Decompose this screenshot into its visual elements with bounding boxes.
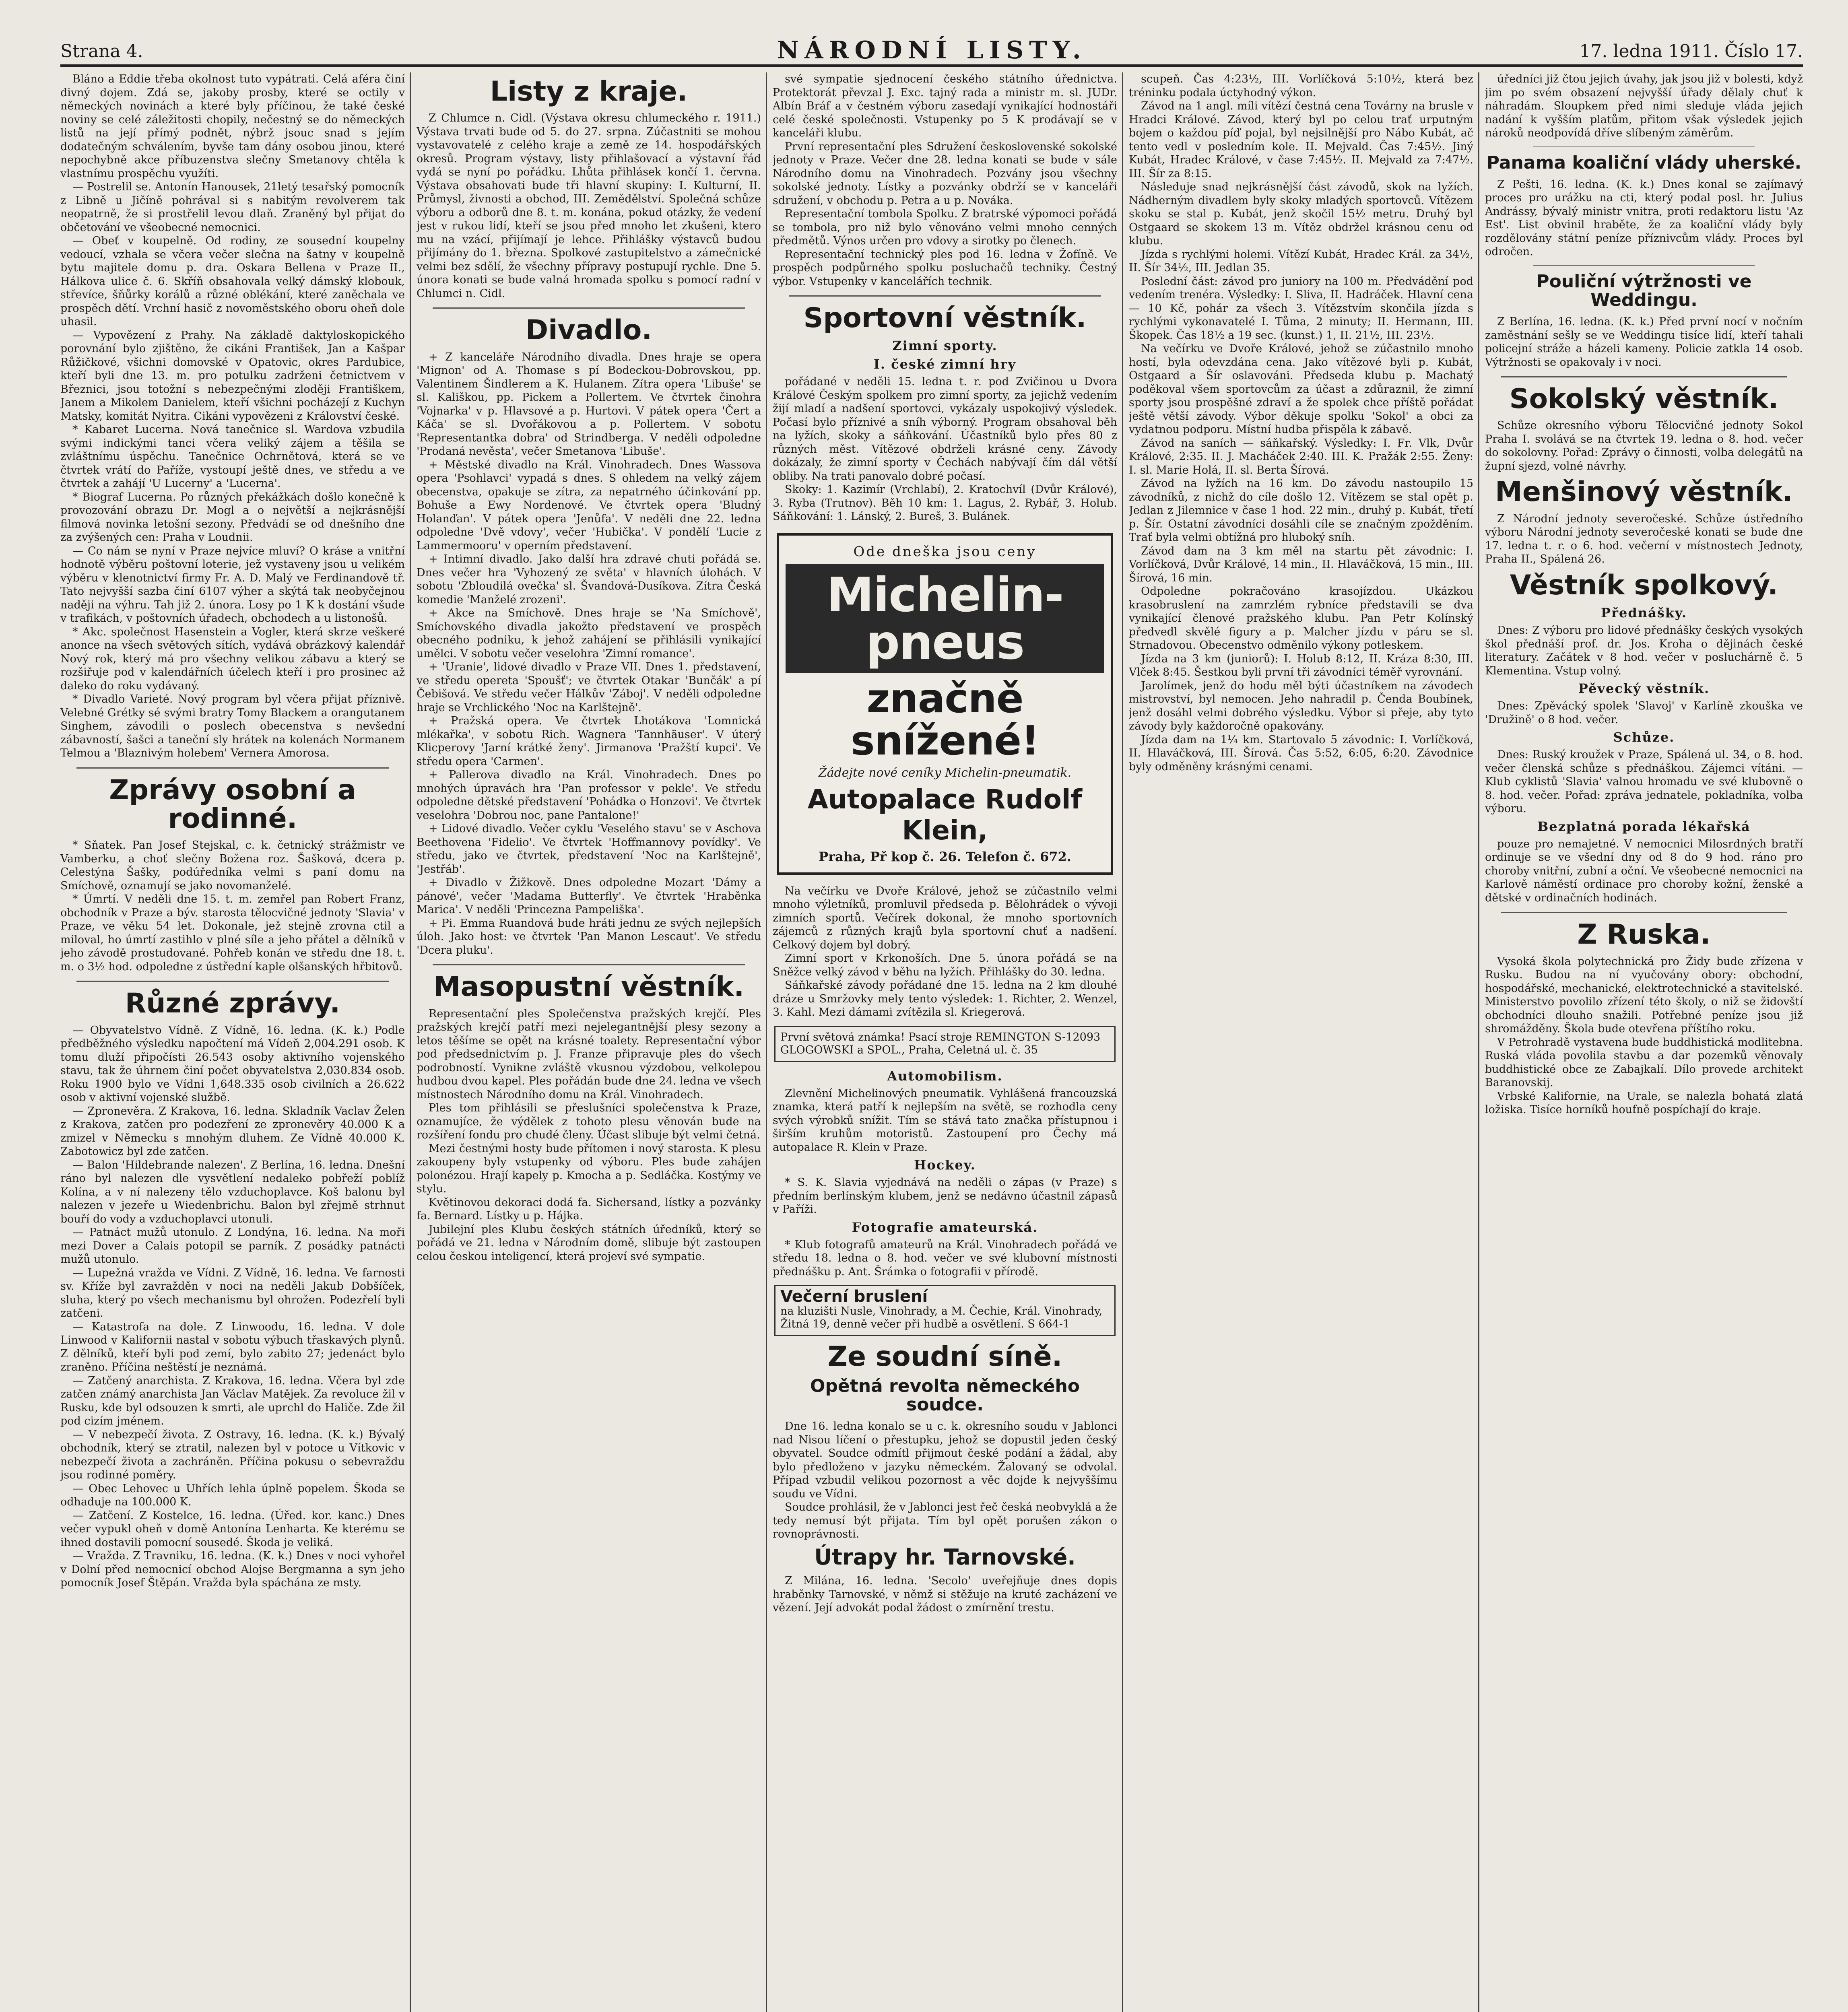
article-text: Jízda na 3 km (juniorů): I. Holub 8:12, II. Kráza 8:30, III. Vlček 8:45. Šestkou byli první tři závodníci téměř vyrovnání.	[1129, 652, 1473, 678]
column-1	[60, 72, 405, 2012]
column-3	[773, 72, 1117, 2012]
article-text: — Co nám se nyní v Praze nejvíce mluví? O kráse a vnitřní hodnotě výběru poštovní loterie, jež vystaveny jsou u velikém výběru v klenotnictví firmy Fr. A. D. Malý ve Ferdinandově tř. Tato nejvyšší sazba činí 6107 výher a skýtá tak neobyčejnou naději na výhru. Tah již 2. února. Losy po 1 K k dostání všude v trafikách, v poštovních úřadech, obchodech a u listonošů.	[60, 544, 405, 625]
article-text: Závod dam na 3 km měl na startu pět závodnic: I. Vorlíčková, Dvůr Králové, 14 min., II. Hlaváčková, 15 min., III. Šírová, 16 min.	[1129, 544, 1473, 584]
article-text: Sáňkařské závody pořádané dne 15. ledna na 2 km dlouhé dráze u Smržovky mely tento výsledek: 1. Richter, 2. Wenzel, 3. Kahl. Mezi dámami zvítězila sl. Kriegerová.	[773, 979, 1117, 1019]
ad-brand: Michelin-pneus	[786, 564, 1104, 673]
column-divider	[410, 72, 411, 2012]
article-text: + Pražská opera. Ve čtvrtek Lhotákova 'Lomnická mlékařka', v sobotu Rich. Wagnera 'Tannhäuser'. V úterý Klicperovy 'Jarní krátké ženy'. Jirmanova 'Pražští kupci'. Ve středu opera 'Carmen'.	[417, 715, 761, 768]
article-text: úředníci již čtou jejich úvahy, jak jsou již v bolesti, když jim po svém obsazení nejvyšší úřady dělaly chuť k náhradám. Sloupkem před nimi sleduje vláda jejich nadání k vyšším platům, přitom však výsledek jejich nároků neodpovídá dříve slíbeným záměrům.	[1485, 73, 1803, 139]
article-text: * Sňatek. Pan Josef Stejskal, c. k. četnický strážmistr ve Vamberku, a choť slečny Božena roz. Šašková, dcera p. Celestýna Šašky, podúředníka velmi s paní domu na Smíchově, oznamují se jako novomanželé.	[60, 839, 405, 892]
masthead	[60, 36, 1803, 64]
subheading-lectures: Přednášky.	[1601, 605, 1687, 621]
article-text: Závod na lyžích na 16 km. Do závodu nastoupilo 15 závodníků, z nichž do cíle došlo 12. Vítězem se stal opět p. Jedlan z Jilemnice v čase 1 hod. 22 min., druhý p. Kubát, třetí p. Šír. Ostatní závodníci dosáhli cíle se značným zpožděním. Trať byla velmi obtížná pro hluboký sníh.	[1129, 477, 1473, 544]
article-text: * Divadlo Varieté. Nový program byl včera přijat příznivě. Velebné Grétky sé svými bratry Tomy Blackem a orangutanem Singhem, závodili o poslech obecenstva s nevšední zábavností, šašci a taneční sly hrátek na kolenách Normanem Telmou a 'Blaznivým holebem' Vernera Amorosa.	[60, 693, 405, 759]
ad-text: na kluzišti Nusle, Vinohrady, a M. Čechie, Král. Vinohrady, Žitná 19, denně večer při hudbě a osvětlení. S 664-1	[780, 1305, 1103, 1331]
article-text: * Biograf Lucerna. Po různých překážkách došlo konečně k provozování obrazu Dr. Mogl a o největší a nejkrásnější filmová novinka letošní sezony. Předvádí se od dnešního dne za zvýšených cen: Praha v Loudnii.	[60, 491, 405, 544]
article-text: * Akc. společnost Hasenstein a Vogler, která skrze veškeré anonce na všech světových sítích, vydává obrázkový kalendář Nový rok, který má pro všechny velikou zábavu a který se rozšiřuje pod v kalendářních účelech kteří i pro prosinec až daleko do roku vydávaný.	[60, 625, 405, 692]
ad-text: První světová známka! Psací stroje REMINGTON S-12093 GLOGOWSKI a SPOL., Praha, Celetná ul. č. 35	[780, 1031, 1101, 1056]
article-text: + Pi. Emma Ruandová bude hráti jednu ze svých nejlepších úloh. Jako host: ve čtvrtek 'Pan Manon Lescaut'. Ve středu 'Dcera pluku'.	[417, 917, 761, 957]
article-text: Z Milána, 16. ledna. 'Secolo' uveřejňuje dnes dopis hraběnky Tarnovské, v němž si stěžuje na kruté zacházení ve vězení. Její advokát podal žádost o zmírnění trestu.	[773, 1575, 1117, 1614]
article-text: V Petrohradě vystavena bude buddhistická modlitebna. Ruská vláda povolila stavbu a dar pozemků věnovaly buddhistické obce ze Zabajkalí. Dílo provede architekt Baranovskij.	[1485, 1036, 1803, 1089]
article-text: + Z kanceláře Národního divadla. Dnes hraje se opera 'Mignon' od A. Thomase s pí Bodeckou-Dobrovskou, pp. Valentinem Šindlerem a K. Hulanem. Zítra opera 'Libuše' se sl. Kališkou, pp. Pickem a Pollertem. Ve čtvrtek činohra 'Vojnarka' v p. Hlavsové a p. Hurtovi. V pátek opera 'Čert a Káča' se sl. Dvořákovou a p. Pollertem. V sobotu 'Representantka dobra' od Strindberga. V neděli odpoledne 'Prodaná nevěsta', večer Smetanova 'Libuše'.	[417, 350, 761, 458]
section-heading-various: Různé zprávy.	[125, 987, 340, 1020]
subheading-meetings: Schůze.	[1613, 730, 1675, 745]
article-text: + Městské divadlo na Král. Vinohradech. Dnes Wassova opera 'Psohlavci' vypadá s dnes. S ohledem na velký zájem obecenstva, opakuje se zítra, za nepatrného účinkování pp. Bohuše a Ewy Nordenové. Ve čtvrtek opera 'Bludný Holanďan'. V pátek opera 'Jenůfa'. V neděli dne 22. ledna odpoledne 'Dvě vdovy', večer 'Hubička'. V pondělí 'Lucie z Lammermooru' v operním představení.	[417, 458, 761, 552]
article-text: pouze pro nemajetné. V nemocnici Milosrdných bratří ordinuje se ve všední dny od 8 do 9 hod. ráno pro choroby vnitřní, zubní a oční. Ve všeobecné nemocnici na Karlově náměstí ordinace pro choroby kožní, ženské a dětské v ordinačních hodinách.	[1485, 837, 1803, 904]
article-heading: Pouliční výtržnosti ve Weddingu.	[1536, 271, 1752, 310]
article-text: Dnes: Zpěvácký spolek 'Slavoj' v Karlíně zkouška ve 'Družině' o 8 hod. večer.	[1485, 700, 1803, 726]
article-text: * Klub fotografů amateurů na Král. Vinohradech pořádá ve středu 18. ledna o 8. hod. večer ve své klubovní místnosti přednášku p. Ant. Šrámka o fotografii v přírodě.	[773, 1238, 1117, 1278]
article-text: Schůze okresního výboru Tělocvičné jednoty Sokol Praha I. svolává se na čtvrtek 19. ledna o 8. hod. večer do sokolovny. Pořad: Zprávy o činnosti, volba delegátů na župní sjezd, volné návrhy.	[1485, 419, 1803, 472]
subheading-photography: Fotografie amateurská.	[852, 1219, 1038, 1235]
article-text: Zimní sport v Krkonoších. Dne 5. února pořádá se na Sněžce velký závod v běhu na lyžích. Přihlášky do 30. ledna.	[773, 952, 1117, 978]
column-5	[1485, 72, 1803, 2012]
article-text: Květinovou dekoraci dodá fa. Sichersand, lístky a pozvánky fa. Bernard. Lístky u p. Hájka.	[417, 1196, 761, 1222]
article-text: Ples tom přihlásili se přeslušníci společenstva k Praze, oznamujíce, že výdělek z tohoto plesu věnován bude na rozšíření fondu pro chudé členy. Účast slibuje být velmi četná.	[417, 1102, 761, 1142]
section-heading-minority: Menšinový věstník.	[1495, 476, 1793, 508]
article-text: Mezi čestnými hosty bude přítomen i nový starosta. K plesu zakoupeny byly vstupenky od výboru. Ples bude zahájen polonézou. Hrají kapely p. Kmocha a p. Sedláčka. Kostýmy ve stylu.	[417, 1142, 761, 1196]
article-text: Na večírku ve Dvoře Králové, jehož se zúčastnilo velmi mnoho výletníků, promluvil předseda p. Bělohrádek o vývoji zimních sportů. Večírek dokonal, že mnoho sportovních zájemců z různých krajů byla sportovní chuť a nadšení. Celkový dojem byl dobrý.	[773, 884, 1117, 951]
article-text: Jubilejní ples Klubu českých státních úředníků, který se pořádá ve 21. ledna v Národním domě, slibuje být zastoupen celou českou inteligencí, která projeví své sympatie.	[417, 1223, 761, 1263]
article-text: + Pallerova divadlo na Král. Vinohradech. Dnes po mnohých úpravách hra 'Pan professor v pekle'. Ve středu odpoledne dětské představení 'Pohádka o Honzovi'. Ve čtvrtek veselohra 'Dobrou noc, pane Pantalone!'	[417, 769, 761, 822]
section-divider	[76, 981, 389, 982]
article-heading: Opětná revolta německého soudce.	[810, 1375, 1080, 1415]
article-text: Jízda s rychlými holemi. Vítězí Kubát, Hradec Král. za 34½, II. Šír 34½, III. Jedlan 35.	[1129, 248, 1473, 274]
article-text: Dnes: Z výboru pro lidové přednášky českých vysokých škol přednáší prof. dr. Jos. Kroha o dějinách české literatury. Začátek v 8 hod. večer v posluchárně č. 5 Klementina. Vstup volný.	[1485, 624, 1803, 677]
article-text: + Divadlo v Žižkově. Dnes odpoledne Mozart 'Dámy a pánové', večer 'Madama Butterfly'. Ve čtvrtek 'Hraběnka Marica'. V neděli 'Princezna Pampeliška'.	[417, 876, 761, 916]
article-text: * S. K. Slavia vyjednává na neděli o zápas (v Praze) s předním berlínským klubem, jenž se nedávno účastnil zápasů v Paříži.	[773, 1176, 1117, 1216]
article-text: scupeň. Čas 4:23½, III. Vorlíčková 5:10½, která bez tréninku podala úctyhodný výkon.	[1129, 73, 1473, 99]
article-text: Representační technický ples pod 16. ledna v Žofíně. Ve prospěch podpůrného spolku posluchačů techniky. Čestný výbor. Vstupenky v kancelářích technik.	[773, 248, 1117, 288]
ad-title: Večerní bruslení	[780, 1287, 928, 1306]
article-text: — Obeť v koupelně. Od rodiny, ze sousední koupelny vedoucí, vzhala se včera večer slečna na šatny v koupelně bytu majitele domu p. dra. Oskara Bellena v Praze II., Hálkova ulice č. 6. Skříň obsahovala velký dámský klobouk, střevíce, šňůrky korálů a různé oblékání, které zaněchala ve prospěch dětí. Vrchní hasič z novoměstského oboru oheň dole uhasil.	[60, 235, 405, 328]
article-text: Representační tombola Spolku. Z bratrské výpomoci pořádá se tombola, pro niž bylo věnováno velmi mnoho cenných předmětů. Výnos určen pro vdovy a sirotky po členech.	[773, 208, 1117, 247]
subheading-medical: Bezplatná porada lékařská	[1537, 818, 1751, 834]
column-divider	[1478, 72, 1479, 2012]
section-heading-personal: Zprávy osobní a rodinné.	[109, 774, 356, 835]
article-text: — Lupežná vražda ve Vídni. Z Vídně, 16. ledna. Ve farnosti sv. Kříže byl zavražděn v noci na neděli Jakub Dobšíček, sluha, který po všech mechanismu byl ohrožen. Podezřelí byli zatčeni.	[60, 1266, 405, 1320]
section-divider	[433, 964, 745, 965]
article-text: — Postrelil se. Antonín Hanousek, 21letý tesařský pomocník z Libně u Jičíně pohrával si s nabitým revolverem tak neopatrně, že si prostřelil levou dlaň. Zraněný byl přijat do občetování ve všeobecné nemocnici.	[60, 181, 405, 234]
article-text: své sympatie sjednocení českého státního úřednictva. Protektorát převzal J. Exc. tajný rada a ministr m. sl. JUDr. Albín Bráf a v čestném výboru zasedají vynikající hodnostáři celé české společnosti. Vstupenky po 5 K prodávají se v kanceláři klubu.	[773, 73, 1117, 139]
column-divider	[766, 72, 767, 2012]
section-heading-sport: Sportovní věstník.	[803, 302, 1087, 334]
section-divider	[1533, 265, 1755, 266]
article-text: Z Chlumce n. Cidl. (Výstava okresu chlumeckého r. 1911.) Výstava trvati bude od 5. do 27. srpna. Zúčastniti se mohou vystavovatelé z celého kraje a země ze 14. hospodářských okresů. Program výstavy, listy přihlašovací a výstavní řád vydá se nyní po pořádku. Lhůta přihlásek končí 1. června. Výstava obsahovati bude tři hlavní skupiny: I. Kulturní, II. Průmysl, živnosti a obchod, III. Zemědělství. Společná schůze výboru a odborů dne 8. t. m. konána, pokud otázky, že vedení jest v rukou lidí, kteří se jsou před mnoho let zkušeni, ktero mu na vzácí, přijímají je lehce. Přihlášky výstavců budou přijímány do 1. března. Spolkové zastupitelstvo a zámečnické velmi bez sdělí, že všechny přípravy postupují rychle. Dne 5. února konati se bude valná hromada spolku s pomocí radní v Chlumci n. Cidl.	[417, 112, 761, 300]
michelin-advertisement	[777, 533, 1113, 875]
article-text: Skoky: 1. Kazimír (Vrchlabí), 2. Kratochvíl (Dvůr Králové), 3. Ryba (Trutnov). Běh 10 km: 1. Lagus, 2. Rybář, 3. Holub. Sáňkování: 1. Lánský, 2. Bureš, 3. Bulánek.	[773, 483, 1117, 523]
article-text: Na večírku ve Dvoře Králové, jehož se zúčastnilo mnoho hostí, byla odevzdána cena. Jako vítězové byli p. Kubát, Ostgaard a Šír oslavováni. Předseda klubu p. Machatý poděkoval všem sportovcům za účast a zdůraznil, že zimní sporty jsou prospěšné zdraví a že spolek chce příště pořádat ještě větší závody. Výbor děkuje spolku 'Sokol' a obci za vydatnou podporu. Místní hudba přispěla k zábavě.	[1129, 342, 1473, 436]
section-divider	[789, 295, 1101, 297]
article-text: První representační ples Sdružení československé sokolské jednoty v Praze. Večer dne 28. ledna konati se bude v sále Národního domu na Vinohradech. Pozvány jsou všechny sokolské jednoty. Lístky a pozvánky obdrží se v kanceláři sdružení, v obchodu p. Petra a u p. Nováka.	[773, 140, 1117, 207]
article-text: + Intimní divadlo. Jako další hra zdravé chuti pořádá se. Dnes večer hra 'Vyhozený ze světa' v hlavních úlohách. V sobotu 'Zbloudilá ovečka' sl. Švandová-Dusíkova. Zítra Česká komedie 'Manželé zrozeni'.	[417, 553, 761, 606]
section-heading-regions: Listy z kraje.	[490, 76, 688, 107]
article-text: — V nebezpečí života. Z Ostravy, 16. ledna. (K. k.) Bývalý obchodník, který se ztratil, nalezen byl v potoce u Vítkovic v nebezpečí života a zachráněn. Příčina pokusu o sebevraždu jsou rodinné poměry.	[60, 1428, 405, 1482]
article-text: Bláno a Eddie třeba okolnost tuto vypátrati. Celá aféra činí divný dojem. Zdá se, jakoby prosby, které se octily v německých novinách a které byly příčinou, že také české noviny se celé záležitosti chopily, nečestný se do německých listů na její přímý podnět, nýbrž jsouc snad s jejím dodatečným schválením, byvše tam dány osobou jinou, které nepochybně akce příbuzenstva slečny Smetanovy chtěla k vlastnímu prospěchu využíti.	[60, 73, 405, 180]
article-text: Jízda dam na 1¼ km. Startovalo 5 závodnic: I. Vorlíčková, II. Hlaváčková, III. Šírová. Čas 5:52, 6:05, 6:20. Závodnice byly odměněny krásnými cenami.	[1129, 733, 1473, 773]
article-text: Vrbské Kalifornie, na Urale, se nalezla bohatá zlatá ložiska. Tisíce horníků houfně pospíchají do kraje.	[1485, 1090, 1803, 1116]
article-heading: Panama koaliční vlády uherské.	[1486, 152, 1802, 173]
article-text: * Úmrtí. V neděli dne 15. t. m. zemřel pan Robert Franz, obchodník v Praze a býv. starosta tělocvičné jednoty 'Slavia' v Praze, ve věku 54 let. Dokonale, jež stejně zrovna ctil a miloval, ho úmrtí zastihlo v plné síle a jeho přátel a dělníků v jeho závodě prostudované. Pohřeb konán ve středu dne 18. t. m. o 3½ hod. odpoledne z ústřední kaple olšanských hřbitovů.	[60, 893, 405, 973]
ad-address: Praha, Př kop č. 26. Telefon č. 672.	[819, 849, 1071, 864]
section-divider	[1533, 146, 1755, 147]
subheading-choir: Pěvecký věstník.	[1578, 681, 1710, 697]
article-text: Závod na 1 angl. míli vítězí čestná cena Továrny na brusle v Hradci Králové. Závod, který byl po celou trať urputným bojem o každou píď pojal, byl nejsilnější pro Nábo Kubát, ač tento vedl v posledním kole. II. Mejvald. Čas 7:45½. Jiný Kubát, Hradec Králové, v čase 7:45½. II. Mejvald za 7:47½. III. Šír za 8:15.	[1129, 100, 1473, 180]
article-text: Dnes: Ruský kroužek v Praze, Spálená ul. 34, o 8. hod. večer členská schůze s přednáškou. Zájemci vítáni. — Klub cyklistů 'Slavia' valnou hromadu ve své klubovně o 8. hod. večer. Pořad: zpráva jednatele, pokladníka, volba výboru.	[1485, 748, 1803, 815]
header-rule	[60, 64, 1803, 67]
section-divider	[1501, 376, 1787, 377]
article-text: — Zatčený anarchista. Z Krakova, 16. ledna. Včera byl zde zatčen známý anarchista Jan Václav Matějek. Za revoluce žil v Rusku, kde byl odsouzen k smrti, ale uprchl do Haliče. Zde žil pod cizím jménem.	[60, 1374, 405, 1428]
article-text: * Kabaret Lucerna. Nová tanečnice sl. Wardova vzbudila svými indickými tanci včera veliký zájem a těšila se zvláštnímu úspěchu. Tanečnice Ochrnětová, která se ve čtvrtek vrátí do Paříže, vystoupí ještě dnes, ve středu a ve čtvrtek a zahájí 'U Lucerny' a 'Lucerna'.	[60, 423, 405, 490]
section-heading-russia: Z Ruska.	[1577, 919, 1711, 951]
article-text: — Zpronevěra. Z Krakova, 16. ledna. Skladník Vaclav Želen z Krakova, zatčen pro podezření ze zpronevěry 40.000 K a zmizel v Německu s mnohým dluhem. Ze Vídně 40.000 K. Zabotowicz byl zde zatčen.	[60, 1105, 405, 1158]
section-divider	[76, 767, 389, 769]
article-text: pořádané v neděli 15. ledna t. r. pod Zvičinou u Dvora Králové Českým spolkem pro zimní sporty, za jejichž vedením žijí mladí a nadšení sportovci, vykázaly uspokojivý výsledek. Počasí bylo příznivé a sníh výborný. Program obsahoval běh na lyžích, skoky a sáňkování. Účastníků bylo přes 80 z různých měst. Vítězové obdrželi krásné ceny. Závody dokázaly, že zimní sporty v Čechách nabývají čím dál větší obliby. Na trati panovalo dobré počasí.	[773, 375, 1117, 482]
newspaper-title: NÁRODNÍ LISTY.	[777, 36, 1087, 64]
section-heading-societies: Věstník spolkový.	[1510, 569, 1778, 601]
issue-date: 17. ledna 1911. Číslo 17.	[1579, 41, 1803, 62]
column-4	[1129, 72, 1473, 2012]
article-text: Z Berlína, 16. ledna. (K. k.) Před první nocí v nočním zaměstnání sešly se ve Weddingu tisíce lidí, kteří tahali policejní stráže a házeli kameny. Policie zatkla 14 osob. Výtržnosti se opakovaly i v noci.	[1485, 315, 1803, 369]
remington-advertisement	[774, 1026, 1116, 1062]
subheading-hockey: Hockey.	[914, 1157, 976, 1173]
article-text: Z Národní jednoty severočeské. Schůze ústředního výboru Národní jednoty severočeské konati se bude dne 17. ledna t. r. o 6. hod. večerní v místnostech Jednoty, Praha II., Spálená 26.	[1485, 512, 1803, 566]
ad-kicker: Ode dneška jsou ceny	[853, 543, 1037, 560]
article-text: — Balon 'Hildebrande nalezen'. Z Berlína, 16. ledna. Dnešní ráno byl nalezen dle vysvětlení nedaleko pobřeží poblíž Kolína, a v ní nalezeny tělo vzduchoplavce. Koš balonu byl nalezen v jezeře u Wiedenbrichu. Balon byl zřejmě strhnut bouří do vody a vzduchoplavci utonuli.	[60, 1159, 405, 1225]
section-heading-court: Ze soudní síně.	[827, 1341, 1062, 1373]
skating-advertisement	[774, 1285, 1116, 1336]
article-text: — Vražda. Z Travniku, 16. ledna. (K. k.) Dnes v noci vyhořel v Dolní před nemocnicí obchod Alojse Bergmanna a syn jeho pomocník Josef Štěpán. Vražda byla spáchána ze msty.	[60, 1550, 405, 1589]
ad-dealer: Autopalace Rudolf Klein,	[807, 783, 1083, 846]
section-divider	[1501, 912, 1787, 913]
article-text: Poslední část: závod pro juniory na 100 m. Předvádění pod vedením trenéra. Výsledky: I. Sliva, II. Hadráček. Hlavní cena — 10 Kč, pohár za všech 3. Vítězstvím skončila jízda s rychlými vykonavatelé I. Tůma, 2 minuty; II. Hermann, III. Škopek. Čas 18½ a 19 sec. (kunst.) 1, II. 21½, III. 23½.	[1129, 275, 1473, 342]
ad-tagline: Žádejte nové ceníky Michelin-pneumatik.	[818, 765, 1072, 780]
subheading-czech-games: I. české zimní hry	[873, 357, 1017, 372]
article-text: Jarolímek, jenž do hodu měl býti účastníkem na závodech mistrovství, byl nemocen. Jeho nahradil p. Čenda Boubínek, jenž dosáhl velmi dobrého výsledku. Výbor si přeje, aby tyto závody byly každoročně opakovány.	[1129, 679, 1473, 732]
article-text: Z Pešti, 16. ledna. (K. k.) Dnes konal se zajímavý proces pro urážku na cti, který podal posl. hr. Julius Andrássy, bývalý ministr vnitra, proti redaktoru listu 'Az Est'. List obvinil hraběte, že za koaliční vlády byly rozdělovány státní peníze příznivcům vlády. Proces byl odročen.	[1485, 178, 1803, 258]
column-2	[417, 72, 761, 2012]
subheading-winter-sports: Zimní sporty.	[892, 338, 998, 354]
article-text: — Zatčení. Z Kostelce, 16. ledna. (Úřed. kor. kanc.) Dnes večer vypukl oheň v domě Antonína Lenharta. Ke kterému se ihned dostavili pomocní sousedé. Škoda je veliká.	[60, 1509, 405, 1549]
subheading-automobilism: Automobilism.	[887, 1068, 1003, 1084]
article-heading: Útrapy hr. Tarnovské.	[814, 1544, 1076, 1570]
article-text: + Lidové divadlo. Večer cyklu 'Veselého stavu' se v Aschova Beethovena 'Fidelio'. Ve čtvrtek 'Hoffmannovy povídky'. Ve středu, jako ve čtvrtek, představení 'Noc na Karlštejně', 'Jestřáb'.	[417, 823, 761, 876]
section-divider	[433, 307, 745, 309]
section-heading-carnival: Masopustní věstník.	[433, 971, 745, 1003]
ad-headline: značně snížené!	[851, 674, 1039, 764]
article-text: Následuje snad nejkrásnější část závodů, skok na lyžích. Nádherným divadlem byly skoky mladých sportovců. Vítězem skoku se stal p. Kubát, jenž skočil 15½ metru. Druhý byl Ostgaard se skokem 13 m. Vítěz obdržel krásnou cenu od klubu.	[1129, 181, 1473, 247]
article-text: — Vypovězení z Prahy. Na základě daktyloskopického porovnání bylo zjištěno, že cikáni František, Jan a Kašpar Růžičkové, všichni domovské v Opatovic, okres Pardubice, kteří byli dne 13. m. pro potulku zadrženi četnictvem v Březnici, jsou totožní s nebezpečnými zloději Františkem, Janem a Mikolem Danielem, kteří všichni pocházejí z Kuchyn Matsky, komitát Nyitra. Cikáni vypovězeni z Království české.	[60, 329, 405, 423]
article-text: Soudce prohlásil, že v Jablonci jest řeč česká neobvyklá a že tedy nemusí být přijata. Tím byl opět porušen zákon o rovnoprávnosti.	[773, 1501, 1117, 1541]
article-text: + 'Uranie', lidové divadlo v Praze VII. Dnes 1. představení, ve středu opereta 'Spoušť'; ve čtvrtek Otakar 'Bunčák' a pí Čebišová. Ve středu večer Hálkův 'Záboj'. V neděli odpoledne hraje se Vrchlického 'Noc na Karlštejně'.	[417, 661, 761, 714]
column-divider	[1122, 72, 1123, 2012]
section-heading-theatre: Divadlo.	[525, 314, 652, 346]
article-text: — Obyvatelstvo Vídně. Z Vídně, 16. ledna. (K. k.) Podle předběžného výsledku napočtení má Vídeň 2,004.291 osob. K tomu dluží připočísti 26.543 osoby aktivního vojenského stavu, tak že úhrnem činí počet obyvatelstva 2,030.834 osob. Roku 1900 bylo ve Vídni 1,648.335 osob civilních a 26.622 osob v aktivní vojenské službě.	[60, 1024, 405, 1104]
article-text: Vysoká škola polytechnická pro Židy bude zřízena v Rusku. Budou na ní vyučovány obory: obchodní, hospodářské, mechanické, elektrotechnické a stavitelské. Ministerstvo povolilo zřízení této školy, o niž se židovští obchodníci dlouho snažili. Potřebné peníze jsou již shromážděny. Škola bude otevřena příštího roku.	[1485, 955, 1803, 1035]
article-text: Závod na saních — sáňkařský. Výsledky: I. Fr. Vlk, Dvůr Králové, 2:35. II. J. Macháček 2:40. III. K. Pražák 2:55. Ženy: I. sl. Marie Holá, II. sl. Berta Šírová.	[1129, 437, 1473, 476]
article-text: — Obec Lehovec u Uhřích lehla úplně popelem. Škoda se odhaduje na 100.000 K.	[60, 1482, 405, 1509]
article-text: + Akce na Smíchově. Dnes hraje se 'Na Smíchově', Smíchovského divadla jakožto představení ve prospěch obecného podniku, k jehož zahájení se přihlásili vynikající umělci. V sobotu večer veselohra 'Zimní romance'.	[417, 607, 761, 660]
article-text: Dne 16. ledna konalo se u c. k. okresního soudu v Jablonci nad Nisou líčení o přestupku, jehož se dopustil jeden český obyvatel. Soudce odmítl přijmout české podání a žádal, aby bylo předloženo v jazyku německém. Žalovaný se odvolal. Případ vzbudil velikou pozornost a věc dojde k nejvyššímu soudu ve Vídni.	[773, 1420, 1117, 1500]
article-text: — Patnáct mužů utonulo. Z Londýna, 16. ledna. Na moři mezi Dover a Calais potopil se parník. Z posádky patnácti mužů utonulo.	[60, 1226, 405, 1266]
article-text: — Katastrofa na dole. Z Linwoodu, 16. ledna. V dole Linwood v Kalifornii nastal v sobotu výbuch třaskavých plynů. Z dělníků, kteří byli pod zemí, bylo zabito 27; jedenáct bylo zraněno. Příčina neštěstí je neznámá.	[60, 1320, 405, 1374]
article-text: Zlevnění Michelinových pneumatik. Vyhlášená francouzská znamka, která patří k nejlepším na světě, se rozhodla ceny svých výrobků snížit. Tím se stává tato značka přístupnou i širším kruhům motoristů. Zastoupení pro Čechy má autopalace R. Klein v Praze.	[773, 1087, 1117, 1154]
article-text: Odpoledne pokračováno krasojízdou. Ukázkou krasobruslení na zamrzlém rybníce představili se dva vynikající členové pražského klubu. Pan Petr Kolínský předvedl skvělé figury a p. Malcher jízdu v páru se sl. Strnadovou. Obecenstvo odměnilo výkony potleskem.	[1129, 585, 1473, 651]
section-heading-sokol: Sokolský věstník.	[1509, 383, 1779, 415]
page-number: Strana 4.	[60, 41, 143, 62]
article-text: Representační ples Společenstva pražských krejčí. Ples pražských krejčí patří mezi nejelegantnější plesy sezony a letos těšíme se opět na krásné toalety. Representační výbor pod předsednictvím p. J. Franze připravuje ples do všech podrobností. Vynikne zvláště vkusnou výzdobou, velkolepou hudbou dvou kapel. Ples pořádán bude dne 24. ledna ve všech místnostech Národního domu na Král. Vinohradech.	[417, 1007, 761, 1101]
